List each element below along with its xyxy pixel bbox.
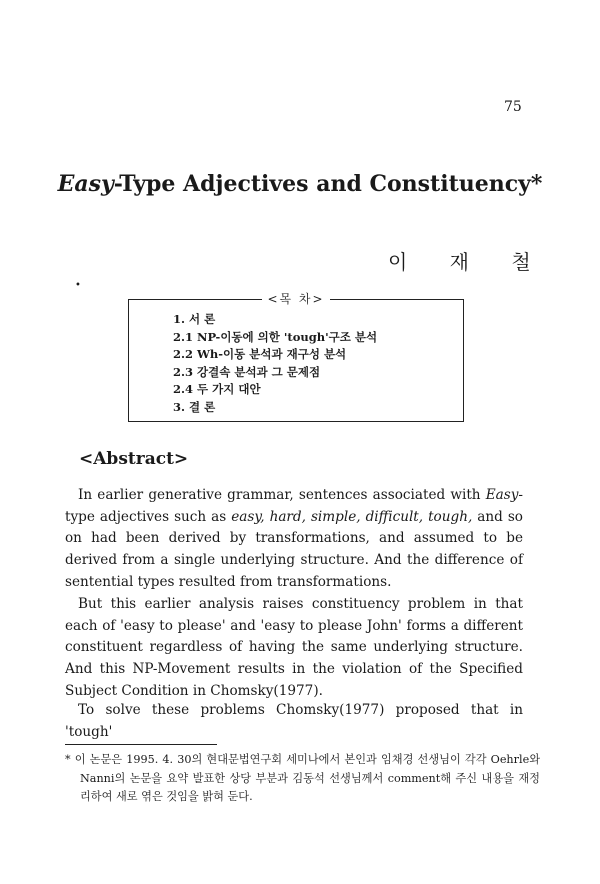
p1-text-e: and so on had been derived by transformations, and assumed to be derived from a single underlying structure. And the difference of sentential types resulted from transformations. [65, 508, 523, 590]
stray-dot: • [75, 280, 81, 291]
toc-item: 2.3 강결속 분석과 그 문제점 [173, 364, 321, 379]
abstract-paragraph-2: But this earlier analysis raises constituency problem in that each of 'easy to please' and 'easy to please John' forms a different constituent regardless of having the same underlying structure. And this NP-Movement results in the violation of the Specified Subject Condition in Chomsky(1977). [65, 596, 523, 699]
table-of-contents [128, 292, 464, 422]
footnote: * 이 논문은 1995. 4. 30의 현대문법연구회 세미나에서 본인과 임채경 선생님이 각각 Oehrle와 Nanni의 논문을 요약 발표한 상당 부분과 김동석 선생님께서 comment해 주신 내용을 재정리하여 새로 엮은 것임을 밝혀 둔다. [65, 753, 540, 804]
paper-title [0, 171, 600, 197]
abstract-paragraph-3: To solve these problems Chomsky(1977) proposed that in 'tough' [65, 702, 523, 740]
toc-list [173, 311, 377, 416]
p1-text-a: In earlier generative grammar, sentences associated with [78, 487, 486, 503]
toc-item: 2.1 NP-이동에 의한 'tough'구조 분석 [173, 329, 378, 344]
toc-item: 1. 서 론 [173, 312, 216, 326]
toc-item: 2.2 Wh-이동 분석과 재구성 분석 [173, 347, 347, 361]
toc-item: 3. 결 론 [173, 399, 216, 414]
abstract-heading: <Abstract> [79, 449, 189, 469]
footnote-rule [65, 744, 217, 745]
p1-italic-easy: Easy [485, 487, 519, 503]
toc-item: 2.4 두 가지 대안 [173, 382, 261, 396]
p1-text-c: -type adjectives such as [65, 487, 523, 525]
abstract-paragraph-1 [65, 485, 523, 594]
author-name: 이 재 철 [388, 250, 549, 274]
p1-italic-adjectives: easy, hard, simple, difficult, tough, [231, 508, 473, 525]
toc-heading: <목 차> [267, 292, 325, 306]
page-number: 75 [504, 99, 522, 115]
title-italic: Easy [57, 171, 114, 197]
title-rest: -Type Adjectives and Constituency* [113, 171, 543, 197]
